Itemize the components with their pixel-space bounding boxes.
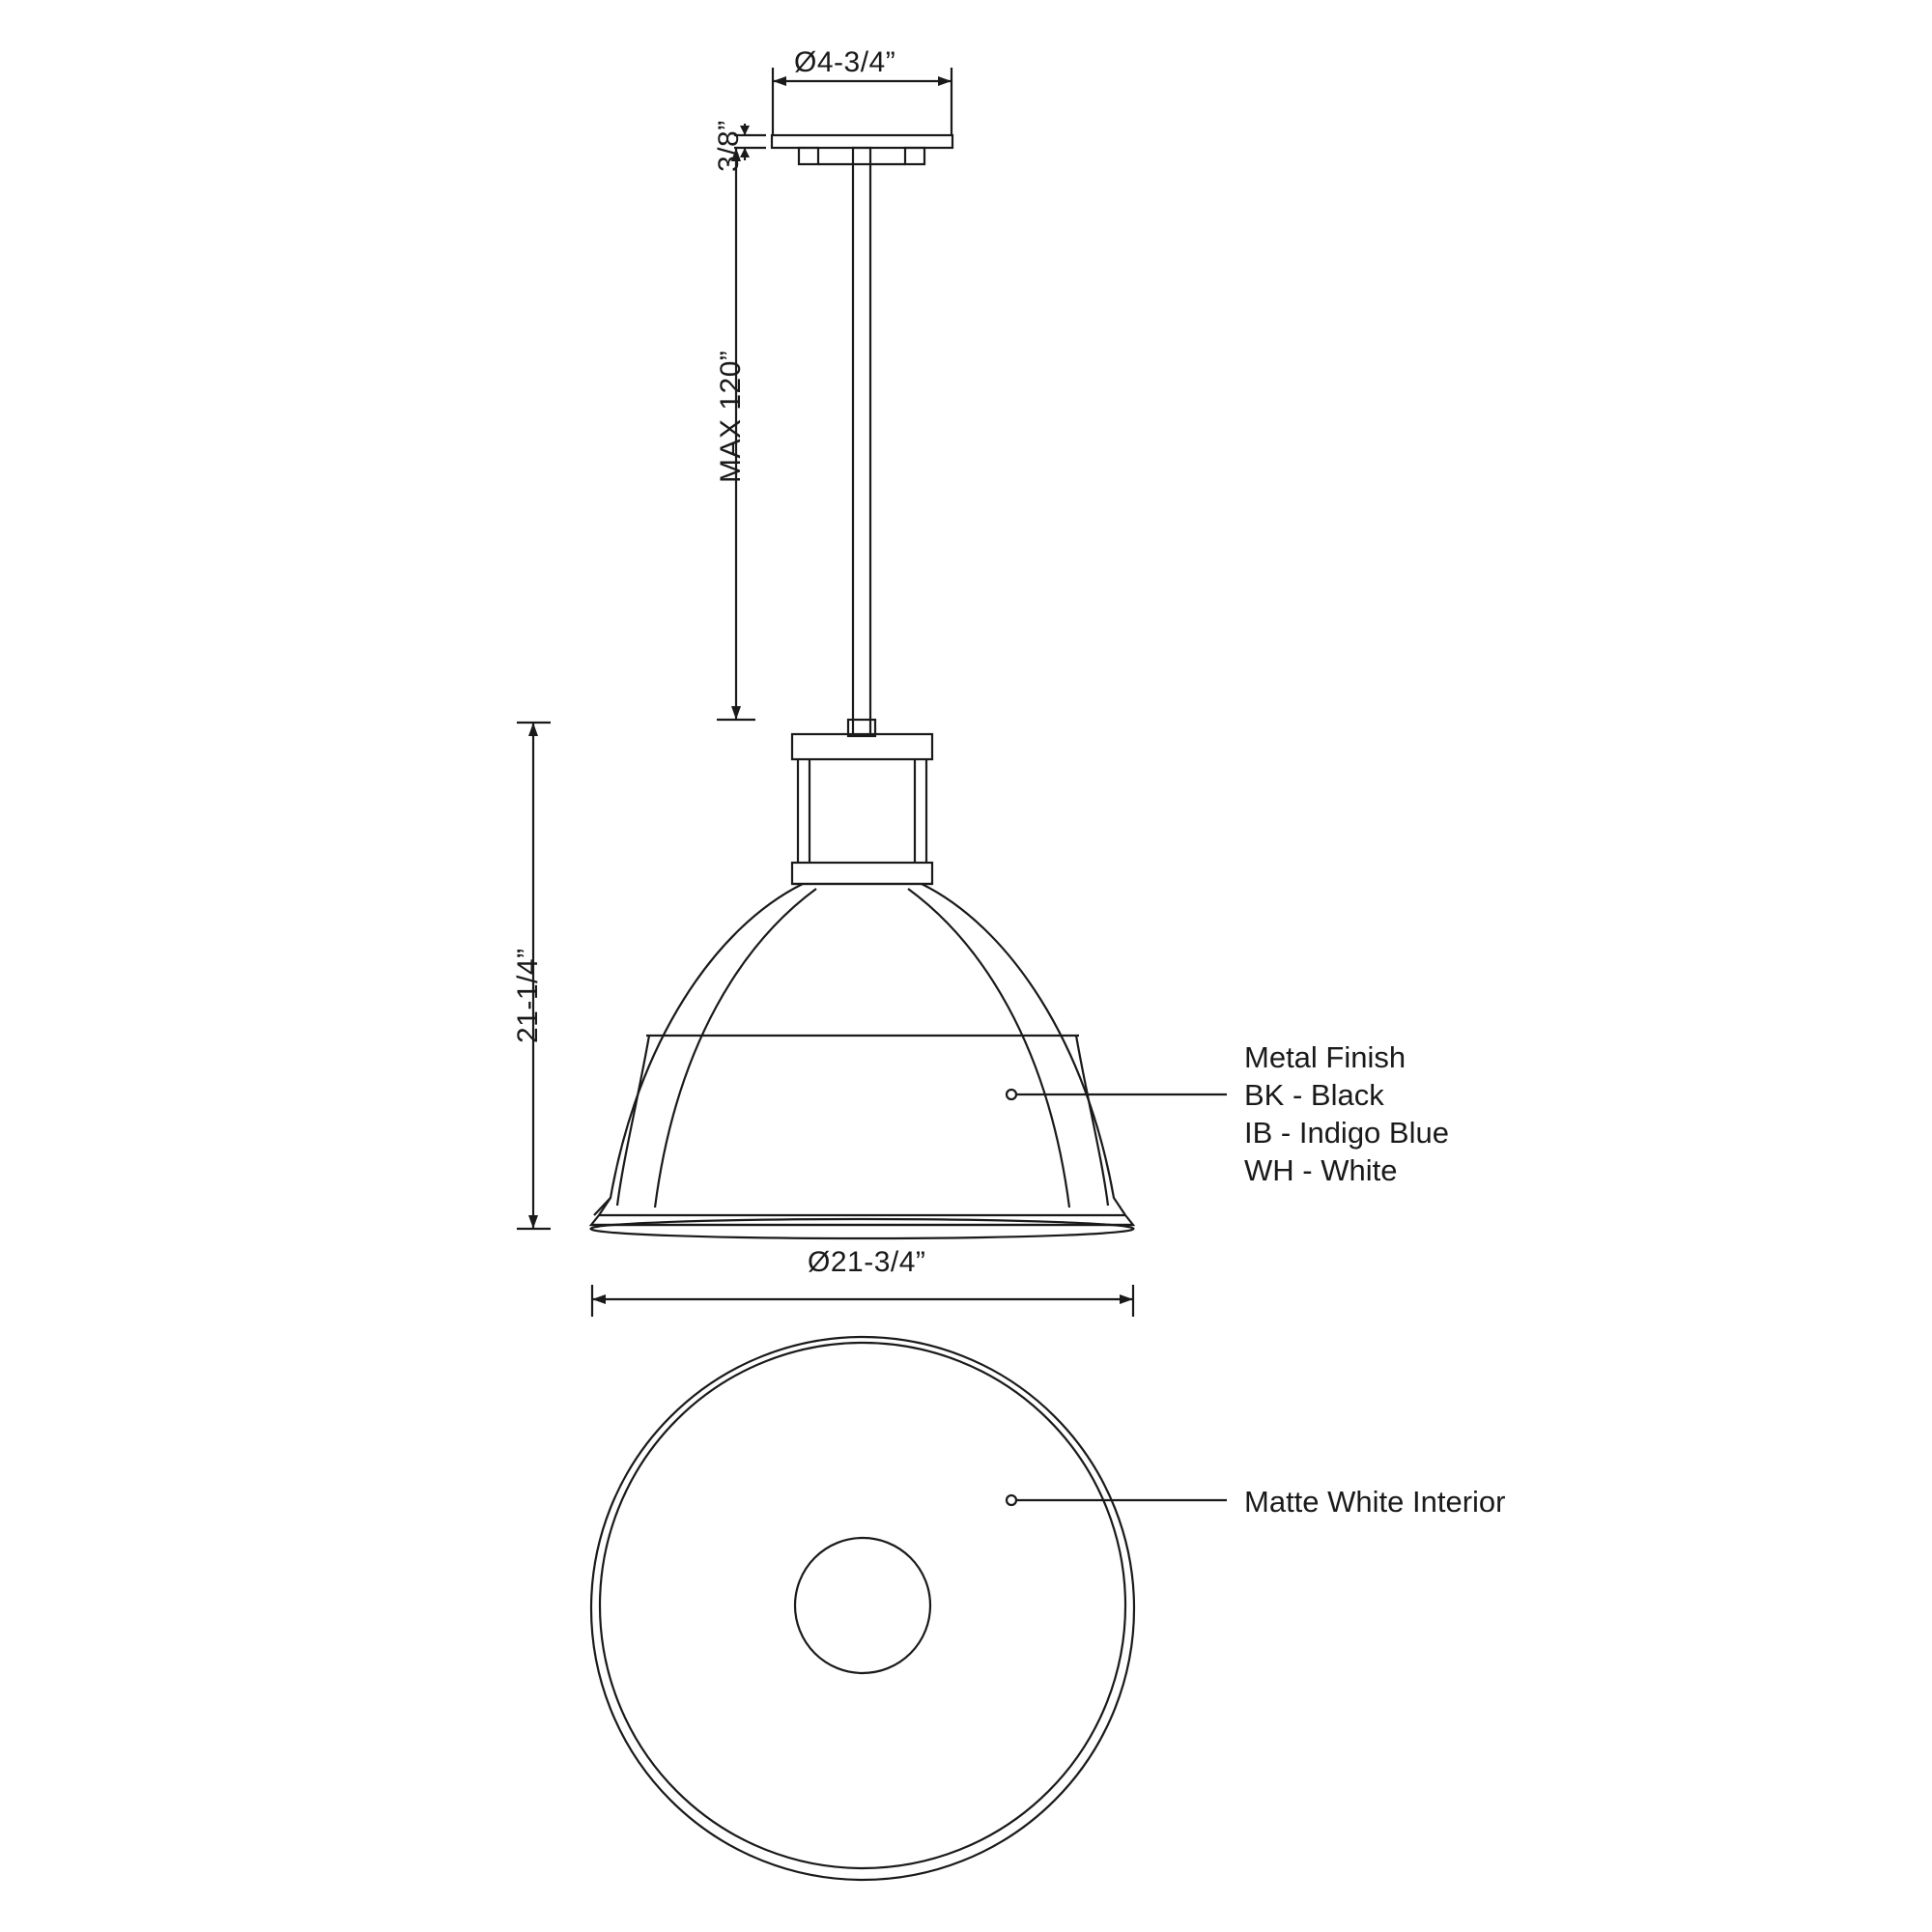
shade-inner-profile-left bbox=[655, 889, 816, 1208]
callout-metal-finish-option-ib: IB - Indigo Blue bbox=[1244, 1116, 1449, 1150]
shade-right-profile bbox=[922, 884, 1125, 1215]
shade-rim-ellipse bbox=[591, 1219, 1134, 1238]
plan-socket-circle bbox=[795, 1538, 930, 1673]
shade-inner-right bbox=[1076, 1036, 1108, 1206]
dim-label-canopy-thickness: 3/8” bbox=[713, 120, 745, 172]
canopy-tab-right bbox=[905, 148, 924, 164]
neck-flange-bottom bbox=[792, 863, 932, 884]
callout-metal-finish-option-bk: BK - Black bbox=[1244, 1078, 1384, 1112]
shade-inner-left bbox=[617, 1036, 649, 1206]
plan-outer-circle bbox=[591, 1337, 1134, 1880]
dim-label-stem-max-length: MAX 120” bbox=[715, 350, 747, 483]
plan-inner-ring bbox=[600, 1343, 1125, 1868]
callout-metal-finish bbox=[1244, 1038, 1449, 1189]
stem-collar-top bbox=[853, 148, 870, 164]
canopy-tab-left bbox=[799, 148, 818, 164]
dim-label-fixture-height: 21-1/4” bbox=[512, 948, 544, 1043]
leader-dot-metal-finish bbox=[1007, 1090, 1016, 1099]
callout-interior bbox=[1244, 1483, 1505, 1520]
shade-left-profile bbox=[599, 884, 803, 1215]
neck-flange-top bbox=[792, 734, 932, 759]
callout-metal-finish-title: Metal Finish bbox=[1244, 1040, 1406, 1074]
leader-dot-interior bbox=[1007, 1495, 1016, 1505]
dim-label-shade-diameter: Ø21-3/4” bbox=[808, 1246, 926, 1278]
callout-metal-finish-option-wh: WH - White bbox=[1244, 1153, 1398, 1187]
callout-interior-label: Matte White Interior bbox=[1244, 1485, 1506, 1519]
dim-label-canopy-diameter: Ø4-3/4” bbox=[794, 46, 896, 78]
canopy-plate bbox=[772, 135, 952, 148]
shade-left-flare bbox=[594, 1198, 611, 1215]
shade-inner-profile-right bbox=[908, 889, 1069, 1208]
